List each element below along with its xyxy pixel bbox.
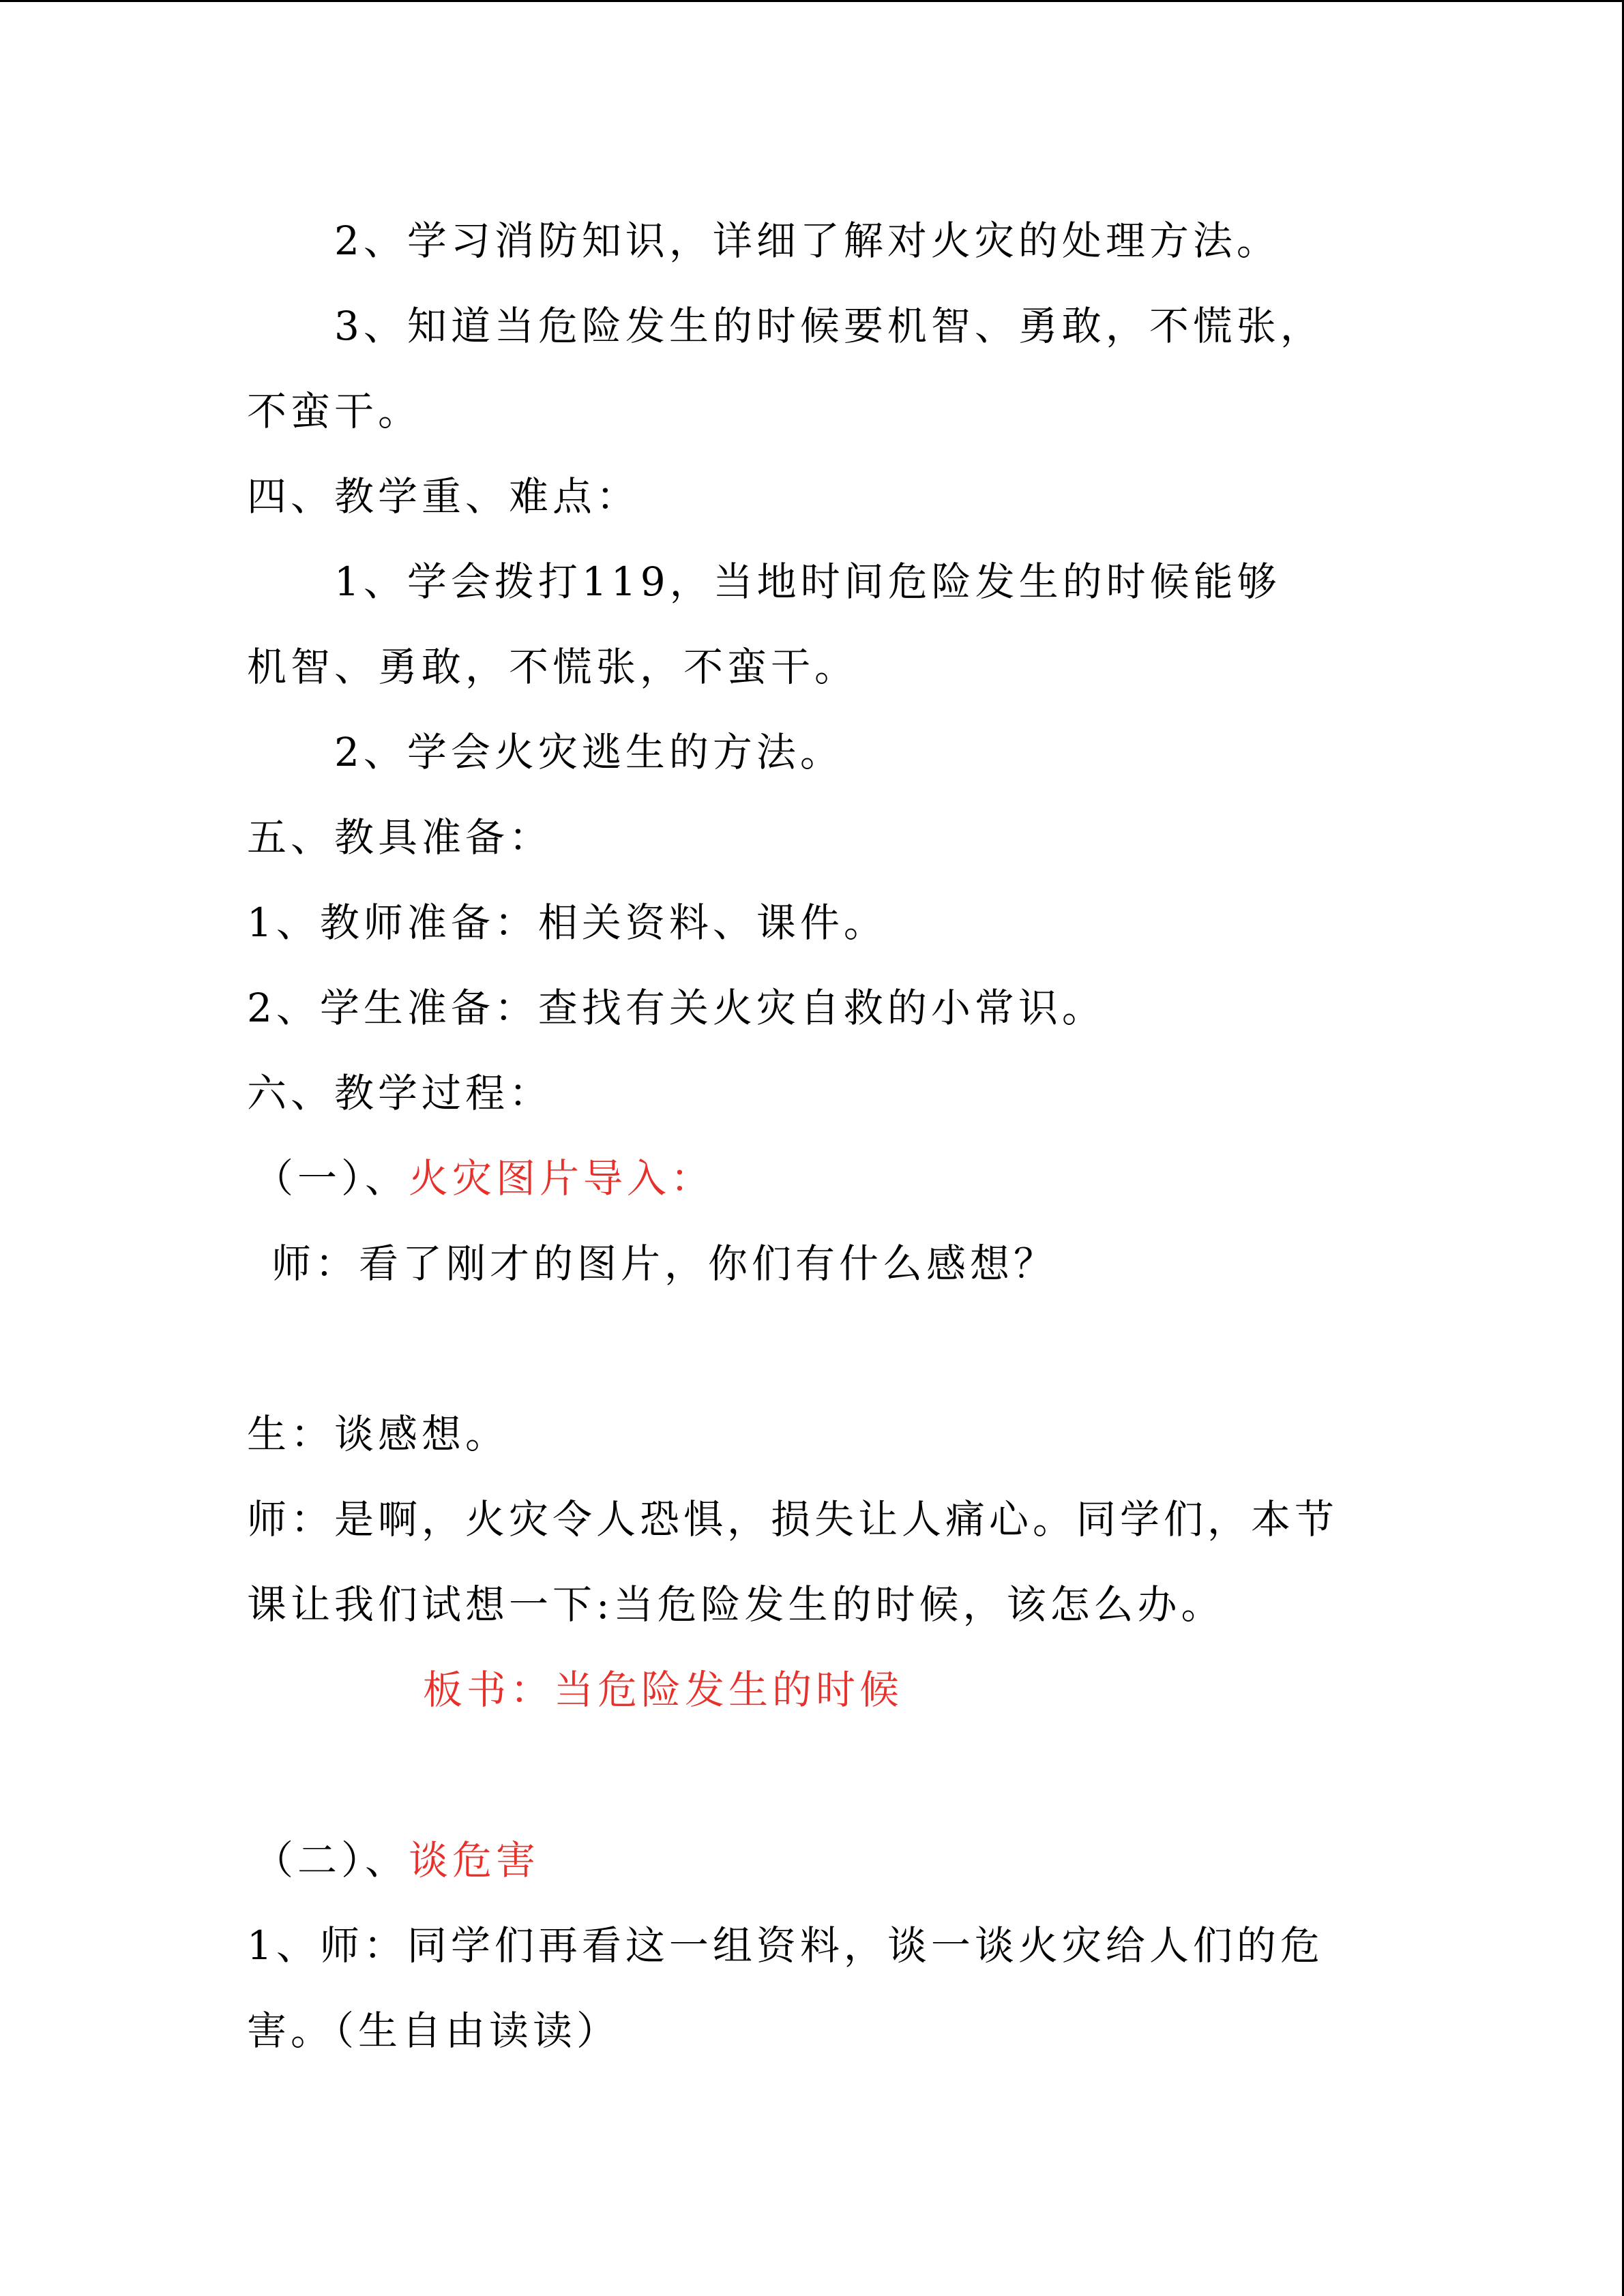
key-point-1: 1、学会拨打119，当地时间危险发生的时候能够	[334, 558, 1281, 605]
section-heading-key-points: 四、教学重、难点：	[247, 473, 640, 520]
step-1-heading	[254, 1154, 714, 1202]
step-2-heading	[254, 1836, 540, 1884]
materials-student: 2、学生准备：查找有关火灾自救的小常识。	[247, 985, 1106, 1031]
teacher-question-1: 师：看了刚才的图片，你们有什么感想？	[271, 1240, 1058, 1287]
key-point-1-cont: 机智、勇敢，不慌张，不蛮干。	[247, 644, 859, 690]
objective-3-cont: 不蛮干。	[247, 388, 422, 434]
student-response-1: 生：谈感想。	[247, 1411, 510, 1457]
teacher-question-2-cont: 害。（生自由读读）	[247, 2008, 621, 2054]
objective-3: 3、知道当危险发生的时候要机智、勇敢，不慌张，	[334, 303, 1324, 349]
materials-teacher: 1、教师准备：相关资料、课件。	[247, 899, 887, 946]
step-2-title: 谈危害	[409, 1837, 540, 1883]
step-1-prefix: （一）、	[254, 1155, 409, 1202]
teacher-statement-1-cont: 课让我们试想一下:当危险发生的时候，该怎么办。	[247, 1581, 1225, 1628]
step-1-title: 火灾图片导入：	[409, 1155, 715, 1202]
section-heading-process: 六、教学过程：	[247, 1070, 553, 1116]
objective-2: 2、学习消防知识，详细了解对火灾的处理方法。	[334, 218, 1280, 264]
key-point-2: 2、学会火灾逃生的方法。	[334, 729, 844, 775]
teacher-question-2: 1、师：同学们再看这一组资料，谈一谈火灾给人们的危	[247, 1922, 1324, 1969]
blackboard-note: 板书：当危险发生的时候	[423, 1667, 904, 1713]
step-2-prefix: （二）、	[254, 1837, 409, 1883]
section-heading-materials: 五、教具准备：	[247, 814, 553, 861]
teacher-statement-1: 师：是啊，火灾令人恐惧，损失让人痛心。同学们，本节	[247, 1496, 1339, 1542]
